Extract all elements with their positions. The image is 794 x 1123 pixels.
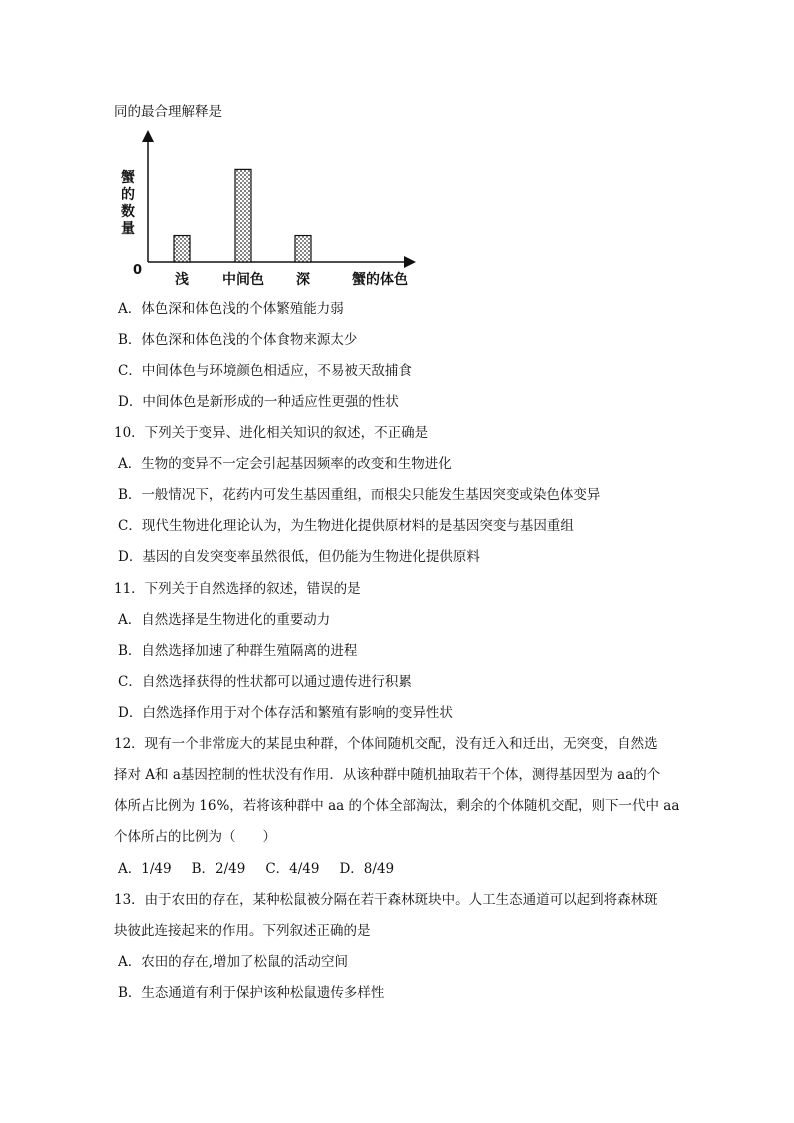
x-axis-label: 蟹的体色 (352, 272, 408, 288)
question-13-stem-line: 13．由于农田的存在，某种松鼠被分隔在若干森林斑块中。人工生态通道可以起到将森林斑 (114, 892, 658, 908)
option-c: C．4/49 (265, 861, 320, 877)
option-d: D．基因的自发突变率虽然很低，但仍能为生物进化提供原料 (118, 549, 480, 565)
category-label: 浅 (175, 272, 189, 288)
bar-0 (174, 236, 190, 262)
y-axis-label-char: 数 (121, 204, 135, 220)
option-d: D．白然选择作用于对个体存活和繁殖有影响的变异性状 (118, 705, 453, 721)
category-label: 深 (296, 272, 310, 288)
category-label: 中间色 (222, 272, 264, 288)
bar-1 (235, 169, 251, 262)
option-b: B．自然选择加速了种群生殖隔离的进程 (118, 643, 358, 659)
question-12-options (118, 860, 414, 878)
question-12-stem-line: 体所占比例为 16%，若将该种群中 aa 的个体全部淘汰，剩余的个体随机交配，则下一代中 aa (114, 798, 680, 814)
option-b: B．体色深和体色浅的个体食物来源太少 (118, 332, 358, 348)
option-d: D．中间体色是新形成的一种适应性更强的性状 (118, 394, 399, 410)
option-c: C．自然选择获得的性状都可以通过遗传进行积累 (118, 674, 412, 690)
origin-label: 0 (133, 263, 143, 278)
y-axis-label-char: 蟹 (121, 170, 135, 186)
option-b: B．一般情况下，花药内可发生基因重组，而根尖只能发生基因突变或染色体变异 (118, 487, 601, 503)
option-c: C．中间体色与环境颜色相适应，不易被天敌捕食 (118, 363, 412, 379)
question-11-stem: 11．下列关于自然选择的叙述，错误的是 (114, 581, 361, 597)
y-axis-label-char: 量 (121, 221, 135, 237)
y-axis-label (121, 169, 135, 237)
option-a: A．体色深和体色浅的个体繁殖能力弱 (118, 301, 344, 317)
question-intro: 同的最合理解释是 (114, 104, 222, 120)
question-10-stem: 10．下列关于变异、进化相关知识的叙述，不正确是 (114, 425, 429, 441)
option-d: D．8/49 (339, 861, 395, 877)
crab-color-bar-chart (112, 130, 422, 295)
bar-2 (295, 236, 311, 262)
option-a: A．自然选择是生物进化的重要动力 (118, 612, 331, 628)
question-13-stem-line: 块彼此连接起来的作用。下列叙述正确的是 (114, 923, 371, 939)
option-c: C．现代生物进化理论认为，为生物进化提供原材料的是基因突变与基因重组 (118, 518, 574, 534)
y-axis-label-char: 的 (121, 187, 135, 203)
option-a: A．农田的存在,增加了松鼠的活动空间 (118, 954, 349, 970)
option-a: A．生物的变异不一定会引起基因频率的改变和生物进化 (118, 456, 452, 472)
option-a: A．1/49 (118, 861, 172, 877)
option-b: B．生态通道有利于保护该种松鼠遗传多样性 (118, 985, 385, 1001)
option-b: B．2/49 (191, 861, 246, 877)
question-12-stem-line: 个体所占的比例为（ ） (114, 829, 276, 845)
question-12-stem-line: 择对 A和 a基因控制的性状没有作用．从该种群中随机抽取若干个体，测得基因型为 aa的个 (114, 767, 661, 783)
question-12-stem-line: 12．现有一个非常庞大的某昆虫种群，个体间随机交配，没有迁入和迁出，无突变，自然选 (114, 736, 658, 752)
